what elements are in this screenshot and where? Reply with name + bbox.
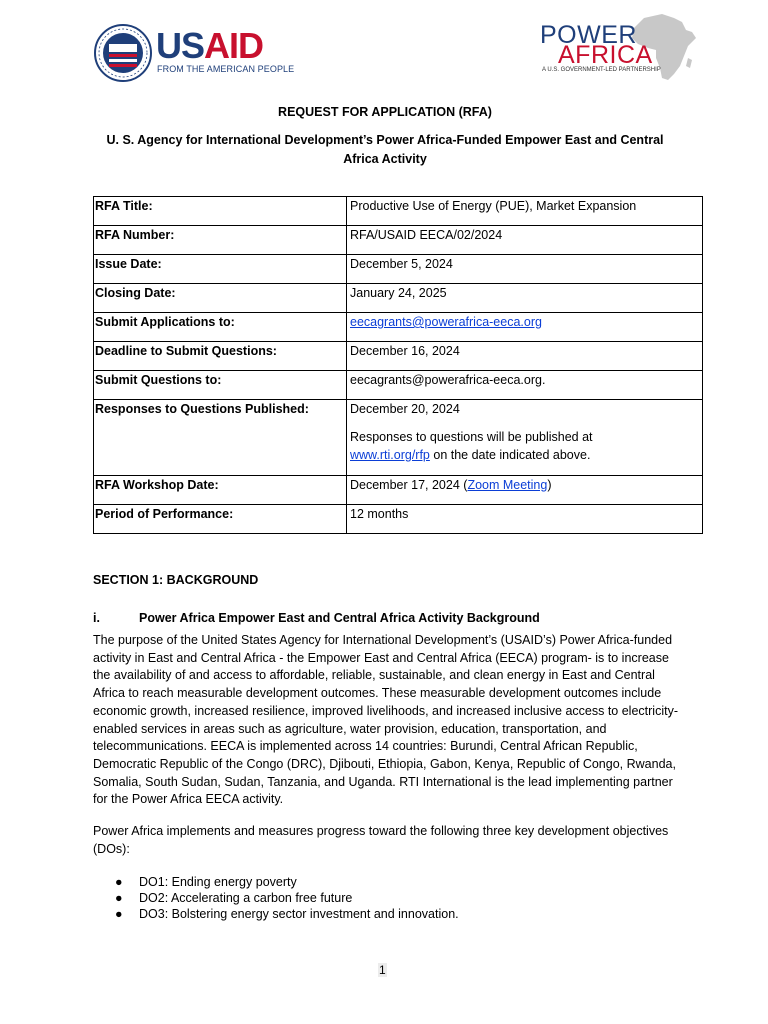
row-label: RFA Workshop Date:	[94, 476, 347, 505]
row-value: December 5, 2024	[347, 255, 703, 284]
usaid-logo	[94, 24, 294, 84]
document-subtitle: U. S. Agency for International Development’s Power Africa-Funded Empower East and Central Africa Activity	[106, 133, 664, 166]
section-heading: SECTION 1: BACKGROUND	[93, 573, 259, 587]
bullet-icon: ●	[115, 891, 123, 905]
applications-email-link[interactable]: eecagrants@powerafrica-eeca.org	[350, 315, 542, 329]
workshop-date: December 17, 2024 (	[350, 478, 468, 492]
table-row	[94, 197, 703, 226]
table-row	[94, 476, 703, 505]
responses-note	[350, 428, 699, 464]
power-africa-power-text: POWER	[540, 21, 637, 49]
row-value: January 24, 2025	[347, 284, 703, 313]
page-number: 1	[379, 963, 386, 977]
usaid-wordmark-aid: AID	[204, 25, 264, 66]
usaid-seal-icon	[94, 24, 152, 82]
workshop-date-suffix: )	[547, 478, 552, 492]
row-value: eecagrants@powerafrica-eeca.org.	[347, 371, 703, 400]
row-label: Deadline to Submit Questions:	[94, 342, 347, 371]
responses-date: December 20, 2024	[350, 402, 460, 416]
list-item	[115, 906, 459, 922]
bullet-icon: ●	[115, 907, 123, 921]
list-item-text: DO2: Accelerating a carbon free future	[139, 891, 353, 905]
power-africa-tagline: A U.S. GOVERNMENT-LED PARTNERSHIP	[542, 67, 661, 73]
row-value: Productive Use of Energy (PUE), Market Expansion	[347, 197, 703, 226]
table-row	[94, 255, 703, 284]
row-label: Period of Performance:	[94, 505, 347, 534]
subsection-title: Power Africa Empower East and Central Africa Activity Background	[139, 611, 540, 625]
list-item-text: DO3: Bolstering energy sector investment and innovation.	[139, 907, 459, 921]
row-value	[347, 400, 703, 476]
table-row	[94, 342, 703, 371]
list-item	[115, 890, 459, 906]
table-row	[94, 226, 703, 255]
responses-note-text: Responses to questions will be published at	[350, 430, 593, 444]
row-label: Submit Questions to:	[94, 371, 347, 400]
usaid-wordmark	[156, 26, 263, 66]
list-item-text: DO1: Ending energy poverty	[139, 875, 297, 889]
subsection-heading	[93, 611, 693, 625]
table-row	[94, 313, 703, 342]
row-label: Responses to Questions Published:	[94, 400, 347, 476]
row-value: 12 months	[347, 505, 703, 534]
objectives-intro-paragraph: Power Africa implements and measures progress toward the following three key development objectives (DOs):	[93, 824, 669, 856]
power-africa-logo	[538, 12, 704, 84]
rti-rfp-link[interactable]: www.rti.org/rfp	[350, 448, 430, 462]
row-value: December 16, 2024	[347, 342, 703, 371]
bullet-icon: ●	[115, 875, 123, 889]
responses-note-suffix: on the date indicated above.	[429, 448, 591, 462]
row-label: RFA Number:	[94, 226, 347, 255]
table-row	[94, 371, 703, 400]
usaid-tagline: FROM THE AMERICAN PEOPLE	[157, 64, 295, 74]
table-row	[94, 400, 703, 476]
list-item	[115, 874, 459, 890]
rfa-info-table	[93, 196, 703, 534]
power-africa-africa-text: AFRICA	[558, 41, 653, 69]
row-value: RFA/USAID EECA/02/2024	[347, 226, 703, 255]
background-paragraph: The purpose of the United States Agency for International Development’s (USAID’s) Power Africa-funded activity in East and Central Africa - the Empower East and Central Africa (EECA) program- is to increase the availability of and access to affordable, reliable, sustainable, and clean energy in East and Central Africa to reach measurable development outcomes. These measurable development outcomes include economic growth, increased resilience, improved livelihoods, and increased inclusive access to electricity-enabled services in areas such as agriculture, water provision, education, transportation, and telecommunications. EECA is implemented across 14 countries: Burundi, Central African Republic, Democratic Republic of the Congo (DRC), Djibouti, Ethiopia, Gabon, Kenya, Republic of Congo, Rwanda, Somalia, South Sudan, Sudan, Tanzania, and Uganda. RTI International is the lead implementing partner for the Power Africa EECA activity.	[93, 633, 678, 807]
objectives-list	[115, 874, 459, 922]
row-label: RFA Title:	[94, 197, 347, 226]
document-title: REQUEST FOR APPLICATION (RFA)	[278, 105, 492, 119]
table-row	[94, 505, 703, 534]
zoom-meeting-link[interactable]: Zoom Meeting	[467, 478, 548, 492]
row-label: Issue Date:	[94, 255, 347, 284]
subsection-number: i.	[93, 611, 100, 625]
row-label: Closing Date:	[94, 284, 347, 313]
row-label: Submit Applications to:	[94, 313, 347, 342]
table-row	[94, 284, 703, 313]
row-value	[347, 313, 703, 342]
row-value	[347, 476, 703, 505]
usaid-wordmark-us: US	[156, 25, 205, 66]
